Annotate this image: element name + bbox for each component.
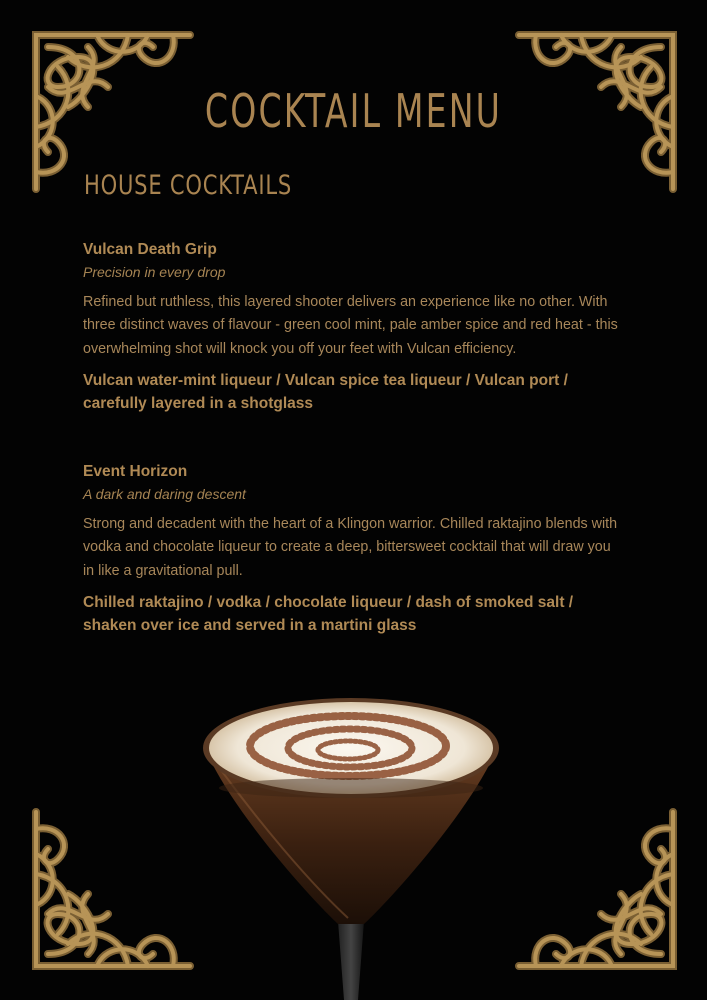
cocktail-tagline: Precision in every drop [83,264,226,280]
cocktail-ingredients: Chilled raktajino / vodka / chocolate liqueur / dash of smoked salt / shaken over ice and served in a martini glass [83,593,574,635]
cocktail-description: Strong and decadent with the heart of a Klingon warrior. Chilled raktajino blends with vodka and chocolate liqueur to create a deep, bittersweet cocktail that will draw you in like a gravitational pull. [83,516,618,579]
menu-title: COCKTAIL MENU [204,84,503,138]
martini-glass-photo [198,696,504,1000]
cocktail-ingredients: Vulcan water-mint liqueur / Vulcan spice tea liqueur / Vulcan port / carefully layered in a shotglass [83,371,568,413]
cocktail-description: Refined but ruthless, this layered shooter delivers an experience like no other. With three distinct waves of flavour - green cool mint, pale amber spice and red heat - this overwhelming shot will knock you off your feet with Vulcan efficiency. [83,294,618,357]
cocktail-name: Event Horizon [83,463,188,480]
celtic-knot-corner-icon [511,804,681,974]
cocktail-name: Vulcan Death Grip [83,241,217,258]
cocktail-tagline: A dark and daring descent [83,486,246,502]
cocktail-item-event-horizon [83,462,623,637]
celtic-knot-corner-icon [28,804,198,974]
section-title: HOUSE COCKTAILS [84,170,293,201]
cocktail-item-vulcan-death-grip [83,240,623,415]
